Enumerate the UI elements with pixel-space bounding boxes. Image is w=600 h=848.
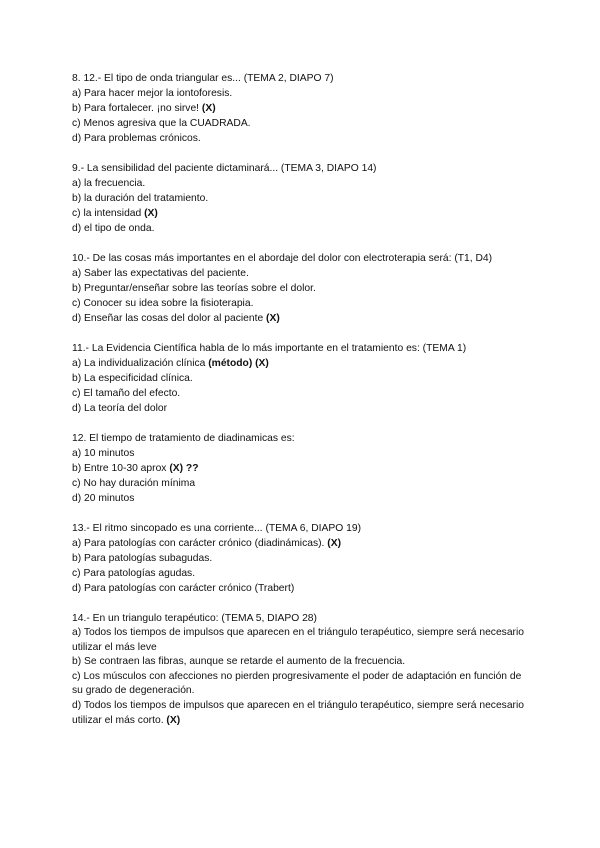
answer-option-b — [72, 551, 532, 566]
option-text: b) La especificidad clínica. — [72, 373, 193, 384]
answer-option-d — [72, 221, 532, 236]
option-text: a) Para patologías con carácter crónico (diadinámicas). — [72, 538, 328, 549]
option-text: c) El tamaño del efecto. — [72, 388, 181, 399]
question-title: 9.- La sensibilidad del paciente dictaminará... (TEMA 3, DIAPO 14) — [72, 163, 377, 174]
question-9 — [72, 161, 532, 236]
answer-option-c — [72, 566, 532, 581]
option-text: c) Menos agresiva que la CUADRADA. — [72, 118, 251, 129]
answer-option-b — [72, 281, 532, 296]
answer-option-a — [72, 536, 532, 551]
answer-option-c — [72, 206, 532, 221]
answer-option-b — [72, 101, 532, 116]
option-text: c) Los músculos con afecciones no pierden progresivamente el poder de adaptación en función de su grado de degeneración. — [72, 670, 522, 697]
option-text: a) Saber las expectativas del paciente. — [72, 268, 249, 279]
question-12 — [72, 431, 532, 506]
option-text: a) La individualización clínica — [72, 358, 209, 369]
answer-option-a — [72, 626, 532, 655]
answer-mark: (X) — [266, 313, 280, 324]
question-title: 13.- El ritmo sincopado es una corriente... (TEMA 6, DIAPO 19) — [72, 523, 362, 534]
option-text: b) la duración del tratamiento. — [72, 193, 209, 204]
answer-option-b — [72, 191, 532, 206]
document-page — [72, 71, 532, 743]
answer-option-d — [72, 699, 532, 728]
answer-option-a — [72, 446, 532, 461]
answer-option-d — [72, 401, 532, 416]
answer-option-c — [72, 116, 532, 131]
option-text: d) Para problemas crónicos. — [72, 133, 201, 144]
question-title: 10.- De las cosas más importantes en el abordaje del dolor con electroterapia será: (T1, D4) — [72, 253, 493, 264]
question-title: 14.- En un triangulo terapéutico: (TEMA 5, DIAPO 28) — [72, 613, 317, 624]
question-title: 12. El tiempo de tratamiento de diadinamicas es: — [72, 433, 295, 444]
question-title: 8. 12.- El tipo de onda triangular es... (TEMA 2, DIAPO 7) — [72, 73, 334, 84]
option-text: c) Para patologías agudas. — [72, 568, 196, 579]
question-14 — [72, 611, 532, 728]
option-text: a) Para hacer mejor la iontoforesis. — [72, 88, 233, 99]
answer-mark: (X) ?? — [169, 463, 199, 474]
answer-option-a — [72, 356, 532, 371]
option-text: c) No hay duración mínima — [72, 478, 196, 489]
option-text: b) Preguntar/enseñar sobre las teorías sobre el dolor. — [72, 283, 316, 294]
question-11 — [72, 341, 532, 416]
option-text: b) Se contraen las fibras, aunque se retarde el aumento de la frecuencia. — [72, 656, 406, 668]
question-8 — [72, 71, 532, 146]
answer-option-c — [72, 670, 532, 699]
answer-mark: (X) — [166, 714, 181, 726]
answer-mark: (X) — [327, 538, 341, 549]
option-text: d) La teoría del dolor — [72, 403, 168, 414]
answer-option-d — [72, 581, 532, 596]
question-10 — [72, 251, 532, 326]
option-text: b) Para fortalecer. ¡no sirve! — [72, 103, 202, 114]
answer-mark: (X) — [144, 208, 158, 219]
answer-option-a — [72, 86, 532, 101]
answer-mark: (método) (X) — [208, 358, 269, 369]
answer-option-d — [72, 131, 532, 146]
option-text: c) Conocer su idea sobre la fisioterapia. — [72, 298, 254, 309]
answer-option-b — [72, 655, 532, 670]
answer-option-b — [72, 461, 532, 476]
option-text: b) Entre 10-30 aprox — [72, 463, 170, 474]
option-text: c) la intensidad — [72, 208, 145, 219]
answer-option-b — [72, 371, 532, 386]
option-text: d) Todos los tiempos de impulsos que aparecen en el triángulo terapéutico, siempre será necesario utilizar el más corto. — [72, 699, 524, 726]
option-text: d) 20 minutos — [72, 493, 135, 504]
question-title: 11.- La Evidencia Científica habla de lo más importante en el tratamiento es: (TEMA 1) — [72, 343, 467, 354]
answer-option-a — [72, 266, 532, 281]
answer-option-d — [72, 491, 532, 506]
option-text: b) Para patologías subagudas. — [72, 553, 213, 564]
option-text: a) 10 minutos — [72, 448, 135, 459]
option-text: d) Enseñar las cosas del dolor al paciente — [72, 313, 267, 324]
question-13 — [72, 521, 532, 596]
answer-option-c — [72, 296, 532, 311]
option-text: a) Todos los tiempos de impulsos que aparecen en el triángulo terapéutico, siempre será necesario utilizar el más leve — [72, 627, 524, 653]
option-text: d) el tipo de onda. — [72, 223, 155, 234]
answer-mark: (X) — [201, 103, 216, 114]
answer-option-c — [72, 386, 532, 401]
answer-option-d — [72, 311, 532, 326]
option-text: d) Para patologías con carácter crónico (Trabert) — [72, 583, 295, 594]
option-text: a) la frecuencia. — [72, 178, 146, 189]
answer-option-a — [72, 176, 532, 191]
answer-option-c — [72, 476, 532, 491]
